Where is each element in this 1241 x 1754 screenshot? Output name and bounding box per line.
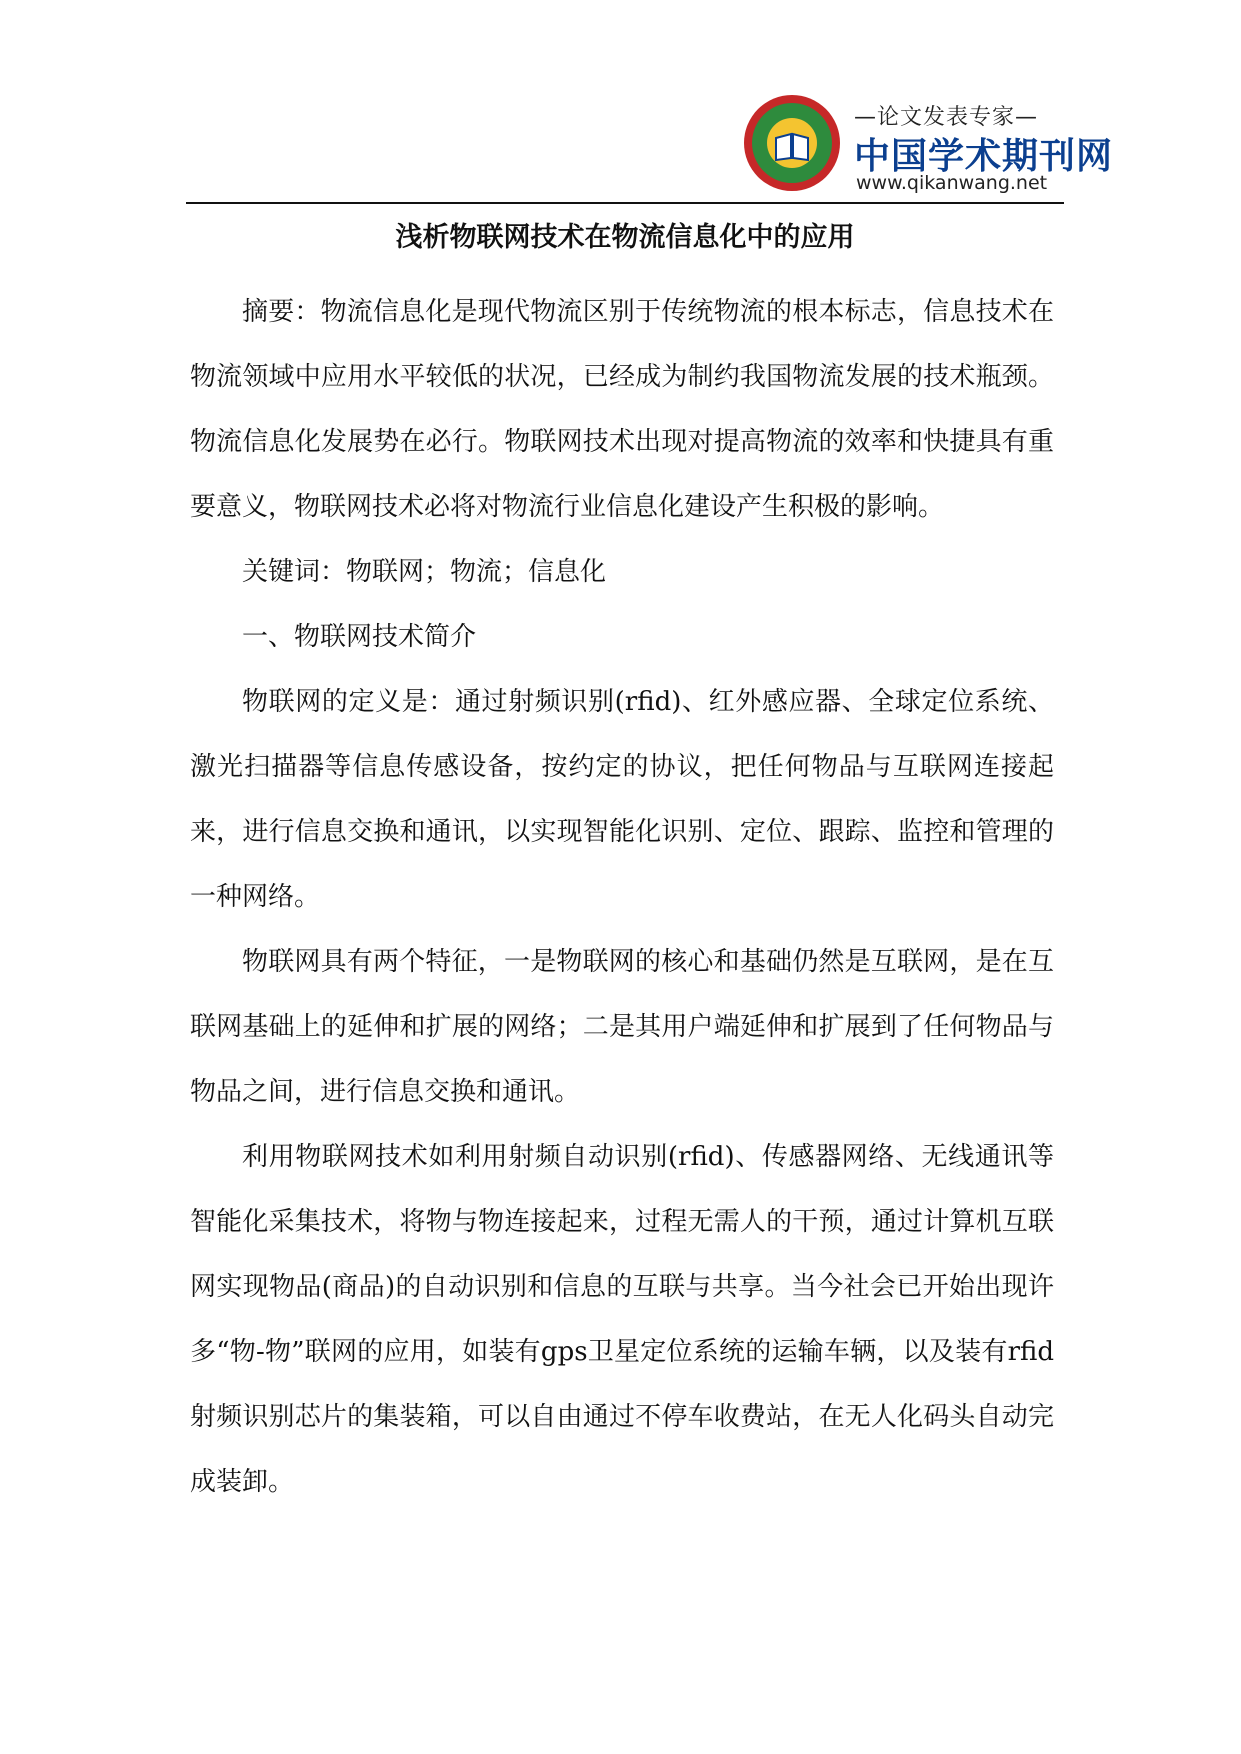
body-paragraph: 物联网具有两个特征，一是物联网的核心和基础仍然是互联网，是在互联网基础上的延伸和扩展的网络；二是其用户端延伸和扩展到了任何物品与物品之间，进行信息交换和通讯。 <box>190 947 1054 1107</box>
section-heading: 一、物联网技术简介 <box>242 622 477 652</box>
keywords-paragraph: 关键词：物联网；物流；信息化 <box>242 557 607 587</box>
body-paragraph: 物联网的定义是：通过射频识别(rfid)、红外感应器、全球定位系统、激光扫描器等信息传感设备，按约定的协议，把任何物品与互联网连接起来，进行信息交换和通讯，以实现智能化识别、定位、跟踪、监控和管理的一种网络。 <box>190 687 1054 912</box>
header-divider <box>186 202 1064 204</box>
publisher-logo <box>742 88 1114 198</box>
logo-tagline: —论文发表专家— <box>854 105 1039 130</box>
body-paragraph: 利用物联网技术如利用射频自动识别(rfid)、传感器网络、无线通讯等智能化采集技术，将物与物连接起来，过程无需人的干预，通过计算机互联网实现物品(商品)的自动识别和信息的互联与共享。当今社会已开始出现许多“物-物”联网的应用，如装有gps卫星定位系统的运输车辆，以及装有rfid射频识别芯片的集装箱，可以自由通过不停车收费站，在无人化码头自动完成装卸。 <box>190 1142 1054 1497</box>
document-title: 浅析物联网技术在物流信息化中的应用 <box>395 222 855 253</box>
abstract-paragraph: 摘要：物流信息化是现代物流区别于传统物流的根本标志，信息技术在物流领域中应用水平较低的状况，已经成为制约我国物流发展的技术瓶颈。物流信息化发展势在必行。物联网技术出现对提高物流的效率和快捷具有重要意义，物联网技术必将对物流行业信息化建设产生积极的影响。 <box>190 297 1054 522</box>
logo-title: 中国学术期刊网 <box>854 136 1114 177</box>
document-body <box>190 280 1054 1515</box>
logo-url: www.qikanwang.net <box>856 172 1048 194</box>
seal-icon <box>742 88 842 198</box>
